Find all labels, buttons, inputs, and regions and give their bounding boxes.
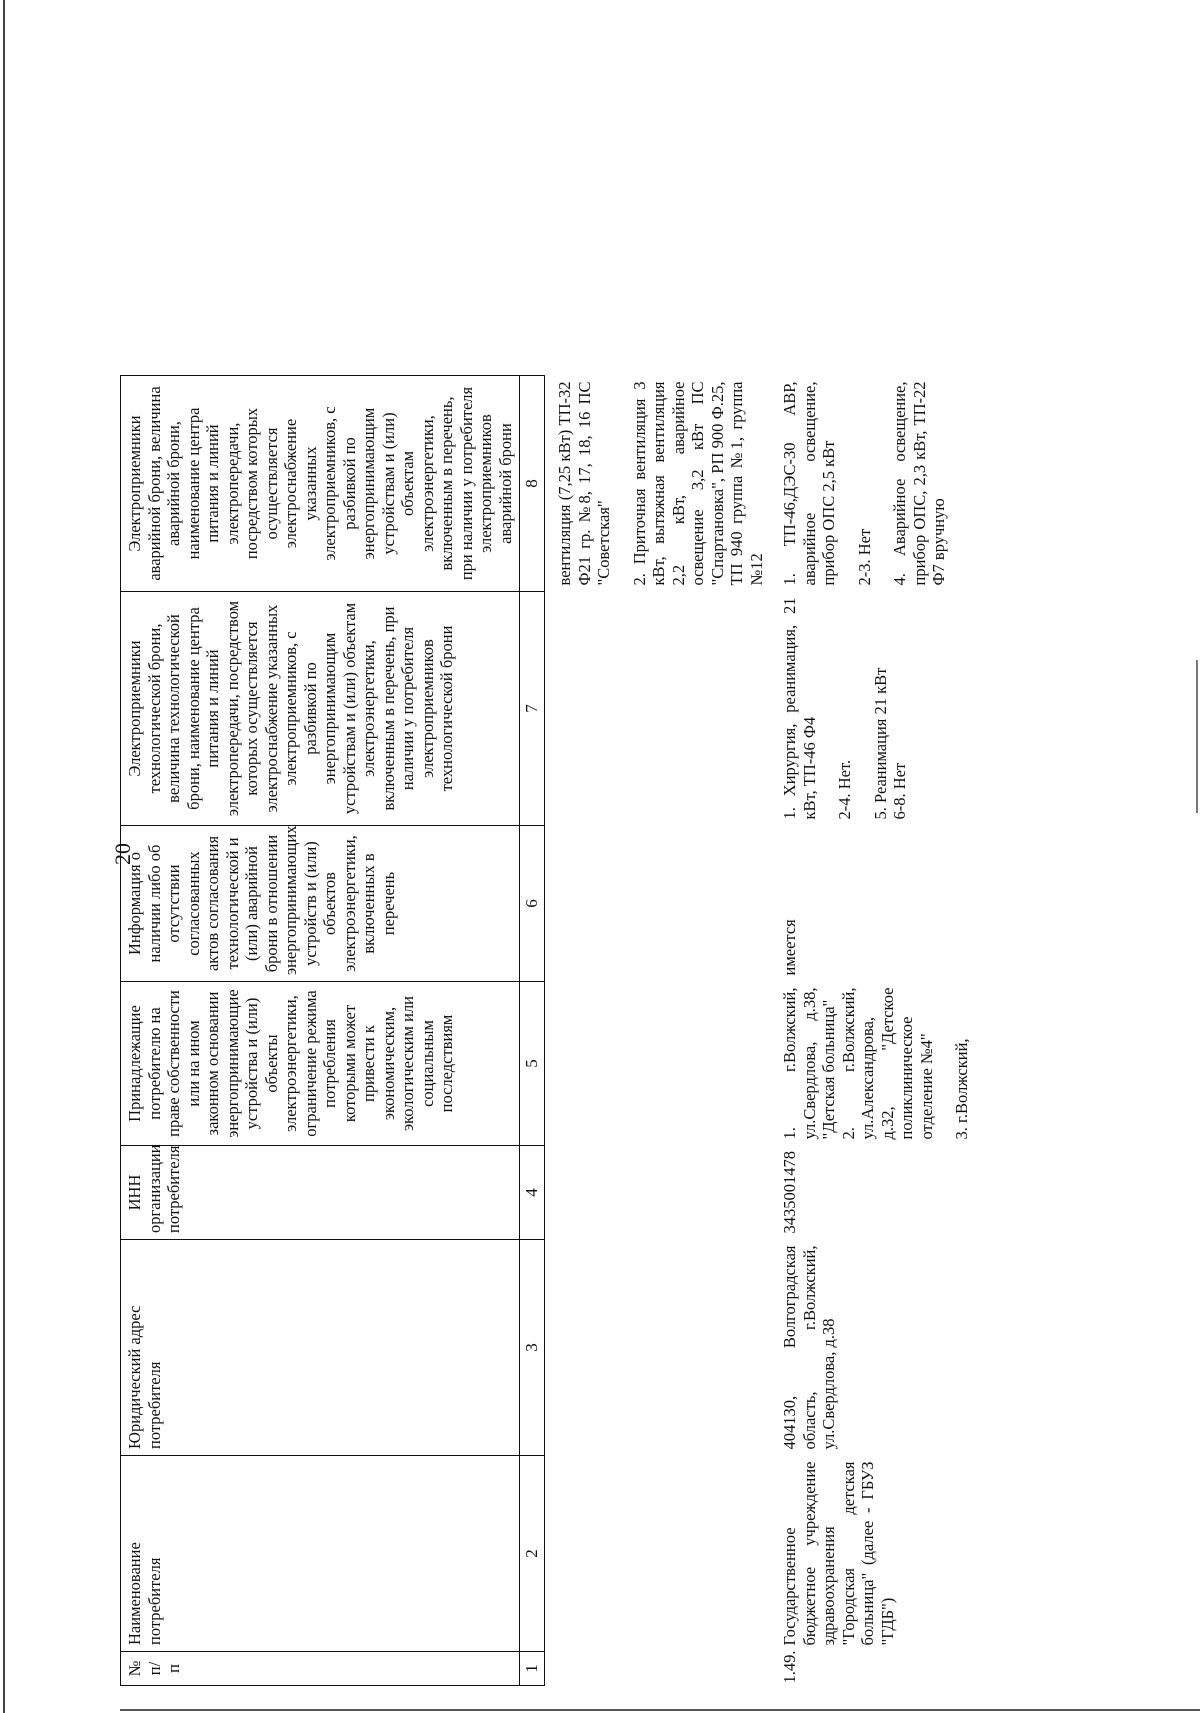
cell-continuation-emergency bbox=[545, 376, 771, 592]
bottom-edge-line bbox=[120, 1709, 1200, 1711]
table-row bbox=[770, 46, 976, 1686]
emergency-reserve-item: 2-3. Нет bbox=[854, 528, 874, 586]
header-name: Наименование потребителя bbox=[121, 1456, 520, 1652]
col-number: 5 bbox=[520, 982, 545, 1146]
emergency-reserve-item: 1. ТП-46,ДЭС-30 АВР, аварийное освещение, прибор ОПС 2,5 кВт bbox=[780, 381, 838, 586]
cell-inn: 3435001478 bbox=[780, 1151, 799, 1234]
object-item: 3. г.Волжский, bbox=[952, 1038, 971, 1140]
col-number: 4 bbox=[520, 1146, 545, 1240]
col-number: 8 bbox=[520, 376, 545, 592]
tech-reserve-item: 2-4. Нет. bbox=[835, 759, 854, 820]
column-number-row bbox=[520, 46, 545, 1686]
cell-consumer-name: Государственное бюджетное учреждение здравоохранения "Городская детская больница" (далее - ГБУЗ "ГДБ") bbox=[780, 1461, 897, 1646]
header-address: Юридический адрес потребителя bbox=[121, 1240, 520, 1456]
col-number: 3 bbox=[520, 1240, 545, 1456]
col-number: 1 bbox=[520, 1652, 545, 1686]
continuation-column bbox=[121, 46, 520, 376]
tech-reserve-item: 6-8. Нет bbox=[890, 762, 909, 820]
page-number: 20 bbox=[110, 843, 135, 865]
table-row bbox=[545, 46, 771, 1686]
header-objects: Принадлежащие потребителю на праве собственности или на ином законном основании энергопринимающие устройства и (или) объекты электроэнергетики, ограничение режима потребления которыми может привести к экономическим, экологическим или социальным последствиям bbox=[121, 982, 520, 1146]
cell-legal-address: 404130, Волгоградская область, г.Волжский, ул.Свердлова, д.38 bbox=[780, 1245, 838, 1450]
header-agreements: Информация о наличии либо об отсутствии согласованных актов согласования технологической и (или) аварийной брони в отношении энергопринимающих устройств и (или) объектов электроэнергетики, включенных в перечень bbox=[121, 826, 520, 982]
continuation-line: 2. Приточная вентиляция 3 кВт, вытяжная вентиляция 2,2 кВт, аварийное освещение 3,2 кВт ПС "Спартановка", РП 900 Ф.25, ТП 940 группа №1, группа №12 bbox=[629, 381, 766, 586]
object-item: 1. г.Волжский, ул.Свердлова, д.38, "Детская больница" bbox=[780, 987, 838, 1140]
cell-emergency-reserve bbox=[770, 376, 976, 592]
emergency-reserve-item: 4. Аварийное освещение, прибор ОПС, 2,3 кВт, ТП-22 Ф7 вручную bbox=[890, 381, 948, 586]
header-inn: ИНН организации потребителя bbox=[121, 1146, 520, 1240]
col-number: 6 bbox=[520, 826, 545, 982]
left-binding-line bbox=[3, 0, 5, 1713]
tech-reserve-item: 5. Реанимация 21 кВт bbox=[870, 667, 890, 820]
col-number: 7 bbox=[520, 592, 545, 826]
header-row bbox=[121, 46, 520, 1686]
tech-reserve-item: 1. Хирургия, реанимация, 21 кВт, ТП-46 Ф4 bbox=[780, 597, 819, 820]
header-num: № п/п bbox=[121, 1652, 520, 1686]
col-number: 2 bbox=[520, 1456, 545, 1652]
continuation-line: вентиляция (7,25 кВт) ТП-32 Ф21 гр. №8, 17, 18, 16 ПС "Советская" bbox=[555, 381, 613, 586]
cell-objects bbox=[770, 982, 976, 1146]
cell-agreements: имеется bbox=[780, 919, 799, 976]
object-item: 2. г.Волжский, ул.Александрова, д.32, "Детское поликлиническое отделение №4" bbox=[838, 987, 936, 1140]
consumer-table bbox=[120, 45, 976, 1686]
header-emergency-reserve: Электроприемники аварийной брони, величина аварийной брони, наименование центра питания и линий электропередачи, посредством которых осуществляется электроснабжение указанных электроприемников, с разбивкой по энергопринимающим устройствам и (или) объектам электроэнергетики, включенным в перечень, при наличии у потребителя электроприемников аварийной брони bbox=[121, 376, 520, 592]
cell-tech-reserve bbox=[770, 592, 976, 826]
cell-num: 1.49. bbox=[780, 1650, 799, 1684]
rotated-page-content bbox=[120, 46, 1200, 1686]
header-tech-reserve: Электроприемники технологической брони, величина технологической брони, наименование центра питания и линий электропередачи, посредством которых осуществляется электроснабжение указанных электроприемников, с разбивкой по энергопринимающим устройствам и (или) объектам электроэнергетики, включенным в перечень, при наличии у потребителя электроприемников технологической брони bbox=[121, 592, 520, 826]
